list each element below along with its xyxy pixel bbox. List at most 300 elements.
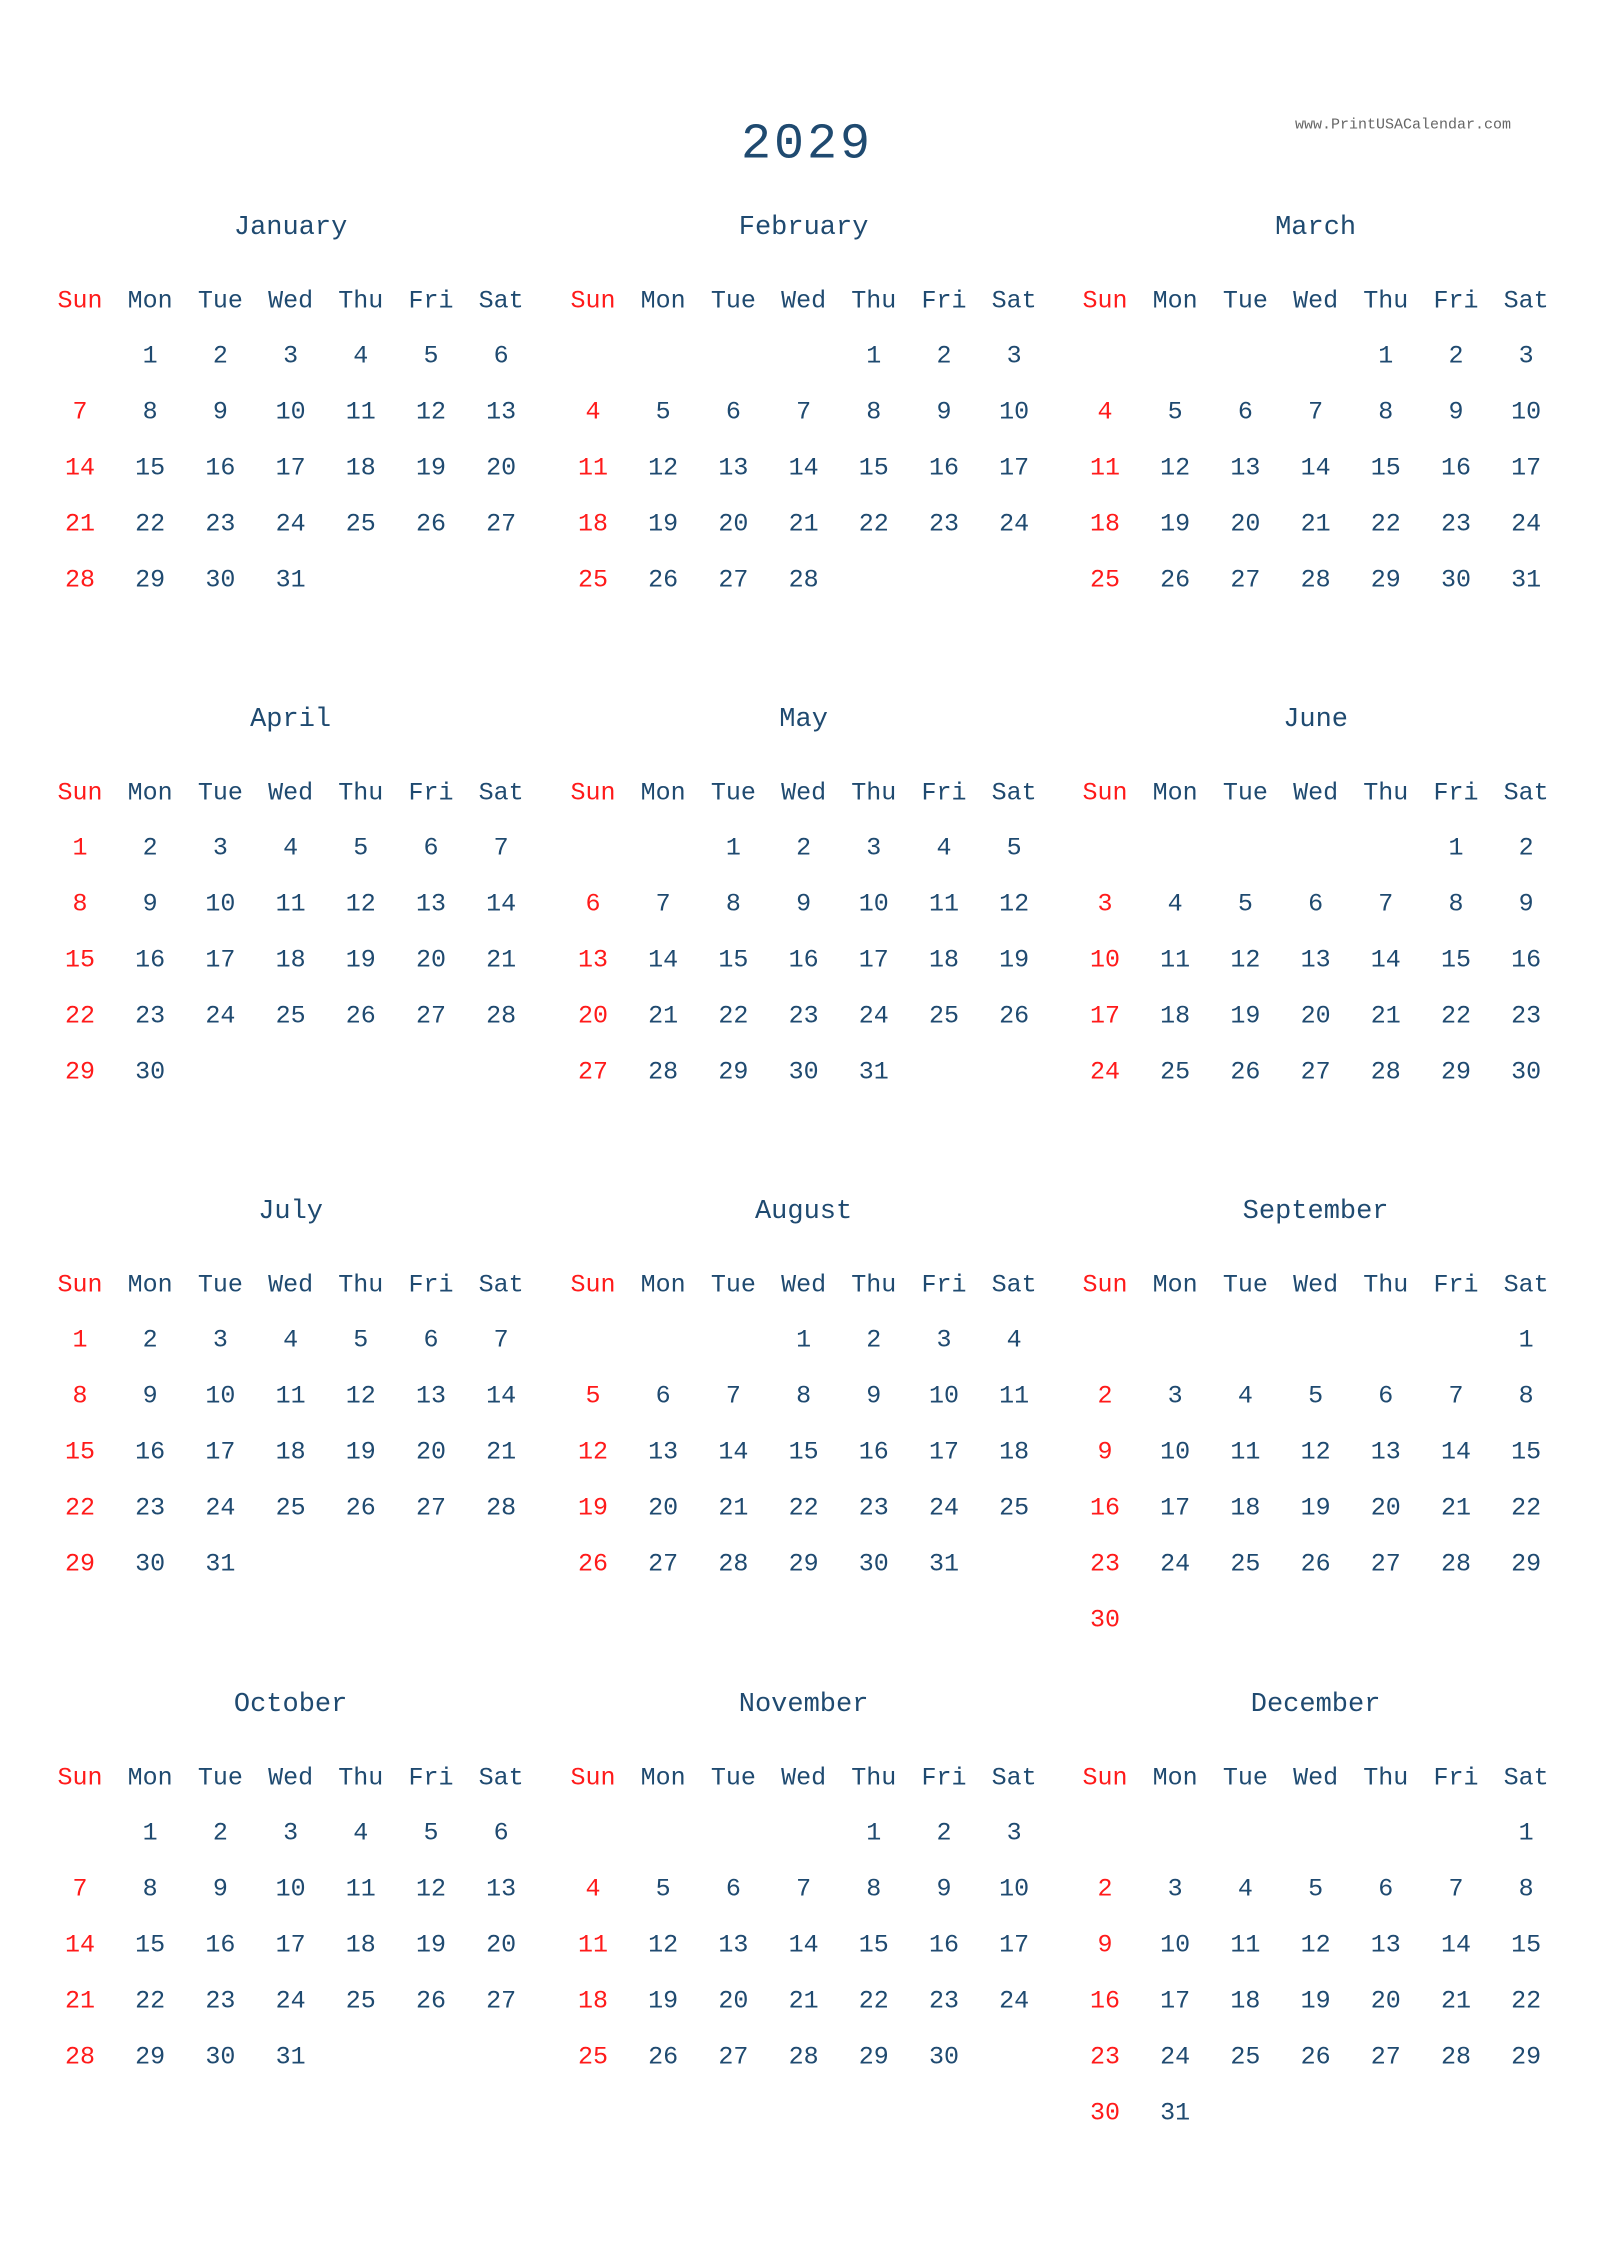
day-cell: 12 (1300, 1930, 1331, 1960)
day-cell: 7 (796, 1874, 812, 1904)
day-cell: 6 (423, 833, 439, 863)
weekday-header: Wed (781, 286, 827, 316)
weekday-header: Tue (197, 1763, 243, 1793)
day-cell: 22 (135, 1986, 166, 2016)
day-cell: 21 (64, 509, 96, 539)
day-cell: 12 (577, 1437, 609, 1467)
day-cell: 6 (1378, 1874, 1394, 1904)
day-cell: 8 (1518, 1874, 1534, 1904)
day-cell: 29 (1440, 1057, 1472, 1087)
day-cell: 28 (486, 1493, 517, 1523)
day-cell: 2 (212, 341, 228, 371)
day-cell: 20 (1230, 509, 1261, 539)
day-cell: 1 (142, 341, 158, 371)
weekday-header: Sat (991, 778, 1037, 808)
day-cell: 15 (135, 453, 166, 483)
day-cell: 25 (928, 1001, 960, 1031)
day-cell: 17 (275, 453, 306, 483)
day-cell: 24 (1160, 1549, 1191, 1579)
day-cell: 1 (142, 1818, 158, 1848)
month-title-december: December (1250, 1690, 1381, 1720)
day-cell: 28 (788, 565, 819, 595)
day-cell: 27 (1300, 1057, 1331, 1087)
day-cell: 30 (1511, 1057, 1542, 1087)
day-cell: 19 (999, 945, 1030, 975)
day-cell: 2 (1097, 1381, 1113, 1411)
day-cell: 10 (275, 397, 306, 427)
day-cell: 14 (64, 1930, 96, 1960)
day-cell: 12 (999, 889, 1030, 919)
day-cell: 21 (1440, 1493, 1472, 1523)
day-cell: 16 (1089, 1986, 1121, 2016)
weekday-header: Thu (338, 1270, 384, 1300)
day-cell: 9 (866, 1381, 882, 1411)
day-cell: 27 (415, 1001, 447, 1031)
weekday-header: Wed (1293, 1270, 1339, 1300)
day-cell: 28 (64, 565, 96, 595)
day-cell: 23 (1440, 509, 1472, 539)
day-cell: 20 (1370, 1493, 1401, 1523)
day-cell: 3 (212, 1325, 228, 1355)
day-cell: 27 (1370, 2042, 1401, 2072)
day-cell: 31 (1511, 565, 1542, 595)
weekday-header: Sun (570, 778, 616, 808)
day-cell: 26 (1300, 1549, 1331, 1579)
day-cell: 8 (72, 1381, 88, 1411)
day-cell: 12 (1300, 1437, 1331, 1467)
weekday-header: Fri (921, 778, 967, 808)
website-link[interactable]: www.PrintUSACalendar.com (1294, 116, 1512, 134)
day-cell: 25 (275, 1493, 306, 1523)
day-cell: 7 (493, 833, 509, 863)
day-cell: 30 (1089, 2098, 1121, 2128)
day-cell: 9 (796, 889, 812, 919)
day-cell: 14 (648, 945, 679, 975)
weekday-header: Wed (781, 1270, 827, 1300)
day-cell: 22 (858, 1986, 889, 2016)
day-cell: 26 (577, 1549, 609, 1579)
day-cell: 30 (135, 1057, 166, 1087)
weekday-header: Thu (338, 778, 384, 808)
day-cell: 10 (205, 889, 236, 919)
day-cell: 24 (999, 509, 1030, 539)
weekday-header: Thu (338, 286, 384, 316)
day-cell: 9 (212, 1874, 228, 1904)
day-cell: 25 (1160, 1057, 1191, 1087)
day-cell: 17 (928, 1437, 960, 1467)
day-cell: 16 (928, 1930, 960, 1960)
day-cell: 17 (999, 453, 1030, 483)
weekday-header: Fri (408, 1270, 454, 1300)
day-cell: 11 (345, 397, 376, 427)
day-cell: 9 (142, 1381, 158, 1411)
day-cell: 12 (648, 453, 679, 483)
day-cell: 20 (718, 509, 749, 539)
day-cell: 10 (1511, 397, 1542, 427)
day-cell: 4 (353, 341, 369, 371)
weekday-header: Mon (640, 778, 686, 808)
day-cell: 14 (788, 453, 819, 483)
weekday-header: Sat (1503, 1763, 1549, 1793)
weekday-header: Sun (1082, 1763, 1128, 1793)
weekday-header: Sat (478, 1270, 524, 1300)
day-cell: 20 (1300, 1001, 1331, 1031)
weekday-header: Mon (640, 1270, 686, 1300)
day-cell: 8 (72, 889, 88, 919)
day-cell: 13 (486, 1874, 517, 1904)
day-cell: 7 (725, 1381, 741, 1411)
day-cell: 24 (1160, 2042, 1191, 2072)
day-cell: 18 (577, 509, 609, 539)
weekday-header: Sat (991, 1763, 1037, 1793)
day-cell: 28 (486, 1001, 517, 1031)
day-cell: 1 (72, 833, 88, 863)
weekday-header: Wed (268, 1763, 314, 1793)
day-cell: 13 (718, 1930, 749, 1960)
weekday-header: Sun (570, 1763, 616, 1793)
day-cell: 9 (1097, 1437, 1113, 1467)
day-cell: 17 (1511, 453, 1542, 483)
day-cell: 30 (788, 1057, 819, 1087)
weekday-header: Tue (710, 1763, 756, 1793)
day-cell: 3 (283, 341, 299, 371)
day-cell: 2 (142, 833, 158, 863)
day-cell: 5 (423, 341, 439, 371)
weekday-header: Tue (710, 778, 756, 808)
weekday-header: Thu (851, 286, 897, 316)
day-cell: 3 (1518, 341, 1534, 371)
day-cell: 23 (205, 1986, 236, 2016)
weekday-header: Fri (1433, 778, 1479, 808)
day-cell: 7 (655, 889, 671, 919)
day-cell: 4 (1097, 397, 1113, 427)
day-cell: 23 (928, 1986, 960, 2016)
day-cell: 21 (64, 1986, 96, 2016)
day-cell: 24 (1511, 509, 1542, 539)
weekday-header: Tue (710, 286, 756, 316)
weekday-header: Fri (408, 1763, 454, 1793)
day-cell: 6 (493, 341, 509, 371)
month-title-july: July (258, 1197, 323, 1227)
day-cell: 1 (866, 1818, 882, 1848)
day-cell: 8 (866, 1874, 882, 1904)
day-cell: 1 (1518, 1325, 1534, 1355)
weekday-header: Tue (1222, 1270, 1268, 1300)
day-cell: 29 (135, 2042, 166, 2072)
weekday-header: Tue (1222, 1763, 1268, 1793)
day-cell: 6 (725, 397, 741, 427)
day-cell: 12 (345, 1381, 376, 1411)
day-cell: 18 (1230, 1493, 1261, 1523)
day-cell: 30 (1089, 1605, 1121, 1635)
day-cell: 10 (928, 1381, 960, 1411)
day-cell: 10 (858, 889, 889, 919)
weekday-header: Fri (408, 778, 454, 808)
day-cell: 3 (212, 833, 228, 863)
weekday-header: Mon (127, 1763, 173, 1793)
weekday-header: Fri (921, 286, 967, 316)
day-cell: 11 (275, 1381, 306, 1411)
day-cell: 18 (345, 453, 376, 483)
day-cell: 28 (1440, 1549, 1472, 1579)
day-cell: 9 (212, 397, 228, 427)
day-cell: 20 (577, 1001, 609, 1031)
day-cell: 19 (415, 453, 447, 483)
day-cell: 30 (205, 2042, 236, 2072)
day-cell: 30 (1440, 565, 1472, 595)
weekday-header: Thu (851, 1763, 897, 1793)
day-cell: 12 (415, 397, 447, 427)
day-cell: 7 (1448, 1874, 1464, 1904)
day-cell: 19 (1300, 1986, 1331, 2016)
day-cell: 29 (1370, 565, 1401, 595)
day-cell: 18 (1160, 1001, 1191, 1031)
day-cell: 14 (718, 1437, 749, 1467)
day-cell: 29 (788, 1549, 819, 1579)
day-cell: 6 (423, 1325, 439, 1355)
day-cell: 29 (718, 1057, 749, 1087)
day-cell: 7 (1378, 889, 1394, 919)
weekday-header: Tue (197, 778, 243, 808)
day-cell: 22 (1511, 1986, 1542, 2016)
day-cell: 23 (928, 509, 960, 539)
day-cell: 5 (1006, 833, 1022, 863)
day-cell: 17 (205, 1437, 236, 1467)
day-cell: 16 (135, 945, 166, 975)
day-cell: 29 (135, 565, 166, 595)
day-cell: 1 (725, 833, 741, 863)
day-cell: 25 (577, 565, 609, 595)
day-cell: 2 (1518, 833, 1534, 863)
day-cell: 8 (1518, 1381, 1534, 1411)
day-cell: 20 (415, 945, 447, 975)
weekday-header: Wed (268, 286, 314, 316)
weekday-header: Mon (127, 1270, 173, 1300)
month-title-october: October (233, 1690, 348, 1720)
weekday-header: Sun (1082, 778, 1128, 808)
day-cell: 26 (415, 509, 447, 539)
day-cell: 6 (725, 1874, 741, 1904)
day-cell: 27 (486, 509, 517, 539)
day-cell: 2 (936, 341, 952, 371)
day-cell: 8 (142, 397, 158, 427)
day-cell: 16 (1440, 453, 1472, 483)
weekday-header: Sun (57, 1763, 103, 1793)
day-cell: 18 (928, 945, 960, 975)
day-cell: 8 (725, 889, 741, 919)
month-title-february: February (738, 213, 869, 243)
day-cell: 21 (486, 1437, 517, 1467)
day-cell: 1 (1448, 833, 1464, 863)
day-cell: 5 (585, 1381, 601, 1411)
day-cell: 22 (788, 1493, 819, 1523)
day-cell: 29 (1511, 1549, 1542, 1579)
day-cell: 4 (353, 1818, 369, 1848)
day-cell: 4 (1006, 1325, 1022, 1355)
day-cell: 23 (135, 1001, 166, 1031)
day-cell: 13 (415, 1381, 447, 1411)
day-cell: 10 (205, 1381, 236, 1411)
day-cell: 2 (1097, 1874, 1113, 1904)
day-cell: 23 (205, 509, 236, 539)
day-cell: 23 (1089, 1549, 1121, 1579)
day-cell: 20 (718, 1986, 749, 2016)
day-cell: 25 (1089, 565, 1121, 595)
day-cell: 12 (648, 1930, 679, 1960)
day-cell: 1 (1518, 1818, 1534, 1848)
weekday-header: Mon (640, 1763, 686, 1793)
day-cell: 16 (1511, 945, 1542, 975)
day-cell: 30 (205, 565, 236, 595)
day-cell: 2 (866, 1325, 882, 1355)
day-cell: 10 (999, 397, 1030, 427)
day-cell: 19 (1160, 509, 1191, 539)
day-cell: 26 (345, 1001, 376, 1031)
day-cell: 3 (283, 1818, 299, 1848)
weekday-header: Sun (1082, 286, 1128, 316)
day-cell: 16 (858, 1437, 889, 1467)
day-cell: 17 (1160, 1493, 1191, 1523)
day-cell: 31 (1160, 2098, 1191, 2128)
day-cell: 5 (353, 1325, 369, 1355)
day-cell: 5 (1237, 889, 1253, 919)
weekday-header: Wed (781, 778, 827, 808)
day-cell: 15 (135, 1930, 166, 1960)
weekday-header: Fri (1433, 286, 1479, 316)
day-cell: 9 (1518, 889, 1534, 919)
day-cell: 26 (1160, 565, 1191, 595)
day-cell: 17 (275, 1930, 306, 1960)
day-cell: 17 (205, 945, 236, 975)
day-cell: 2 (936, 1818, 952, 1848)
day-cell: 13 (577, 945, 609, 975)
weekday-header: Thu (1363, 1763, 1409, 1793)
day-cell: 16 (1089, 1493, 1121, 1523)
weekday-header: Thu (338, 1763, 384, 1793)
weekday-header: Wed (268, 1270, 314, 1300)
day-cell: 19 (648, 1986, 679, 2016)
day-cell: 6 (1308, 889, 1324, 919)
day-cell: 13 (1370, 1437, 1401, 1467)
day-cell: 24 (1089, 1057, 1121, 1087)
weekday-header: Wed (1293, 286, 1339, 316)
month-title-june: June (1283, 705, 1348, 735)
day-cell: 18 (275, 1437, 306, 1467)
day-cell: 14 (486, 889, 517, 919)
day-cell: 19 (345, 1437, 376, 1467)
day-cell: 5 (1308, 1874, 1324, 1904)
day-cell: 12 (415, 1874, 447, 1904)
day-cell: 10 (275, 1874, 306, 1904)
weekday-header: Sun (57, 778, 103, 808)
day-cell: 6 (493, 1818, 509, 1848)
day-cell: 20 (486, 453, 517, 483)
day-cell: 3 (1006, 1818, 1022, 1848)
day-cell: 1 (796, 1325, 812, 1355)
day-cell: 8 (142, 1874, 158, 1904)
day-cell: 15 (858, 453, 889, 483)
day-cell: 25 (345, 1986, 376, 2016)
day-cell: 15 (64, 1437, 96, 1467)
weekday-header: Wed (1293, 1763, 1339, 1793)
day-cell: 13 (718, 453, 749, 483)
day-cell: 23 (1089, 2042, 1121, 2072)
weekday-header: Fri (921, 1763, 967, 1793)
day-cell: 27 (718, 565, 749, 595)
weekday-header: Sat (1503, 778, 1549, 808)
day-cell: 4 (1167, 889, 1183, 919)
weekday-header: Sat (1503, 1270, 1549, 1300)
day-cell: 29 (858, 2042, 889, 2072)
day-cell: 28 (718, 1549, 749, 1579)
weekday-header: Mon (1152, 778, 1198, 808)
day-cell: 18 (275, 945, 306, 975)
day-cell: 27 (718, 2042, 749, 2072)
day-cell: 22 (64, 1493, 96, 1523)
day-cell: 15 (718, 945, 749, 975)
day-cell: 24 (858, 1001, 889, 1031)
day-cell: 14 (1300, 453, 1331, 483)
day-cell: 8 (866, 397, 882, 427)
weekday-header: Wed (781, 1763, 827, 1793)
day-cell: 4 (283, 1325, 299, 1355)
day-cell: 2 (142, 1325, 158, 1355)
day-cell: 21 (1370, 1001, 1401, 1031)
day-cell: 21 (788, 1986, 819, 2016)
day-cell: 3 (1006, 341, 1022, 371)
day-cell: 11 (928, 889, 960, 919)
day-cell: 22 (64, 1001, 96, 1031)
day-cell: 15 (1511, 1930, 1542, 1960)
day-cell: 25 (1230, 2042, 1261, 2072)
weekday-header: Sun (570, 1270, 616, 1300)
weekday-header: Sat (478, 286, 524, 316)
day-cell: 3 (866, 833, 882, 863)
day-cell: 29 (64, 1057, 96, 1087)
day-cell: 10 (999, 1874, 1030, 1904)
day-cell: 19 (648, 509, 679, 539)
day-cell: 26 (1230, 1057, 1261, 1087)
day-cell: 28 (1300, 565, 1331, 595)
day-cell: 30 (858, 1549, 889, 1579)
weekday-header: Fri (408, 286, 454, 316)
day-cell: 2 (212, 1818, 228, 1848)
weekday-header: Fri (1433, 1270, 1479, 1300)
day-cell: 14 (788, 1930, 819, 1960)
day-cell: 21 (788, 509, 819, 539)
day-cell: 22 (135, 509, 166, 539)
day-cell: 11 (1089, 453, 1121, 483)
day-cell: 17 (999, 1930, 1030, 1960)
day-cell: 22 (858, 509, 889, 539)
day-cell: 19 (1230, 1001, 1261, 1031)
day-cell: 24 (275, 509, 306, 539)
day-cell: 26 (648, 565, 679, 595)
day-cell: 6 (585, 889, 601, 919)
day-cell: 15 (1511, 1437, 1542, 1467)
day-cell: 17 (1160, 1986, 1191, 2016)
month-title-january: January (233, 213, 348, 243)
day-cell: 8 (1448, 889, 1464, 919)
weekday-header: Mon (1152, 1270, 1198, 1300)
day-cell: 12 (345, 889, 376, 919)
day-cell: 12 (1230, 945, 1261, 975)
day-cell: 18 (577, 1986, 609, 2016)
day-cell: 21 (1440, 1986, 1472, 2016)
day-cell: 11 (275, 889, 306, 919)
day-cell: 28 (1440, 2042, 1472, 2072)
day-cell: 28 (1370, 1057, 1401, 1087)
